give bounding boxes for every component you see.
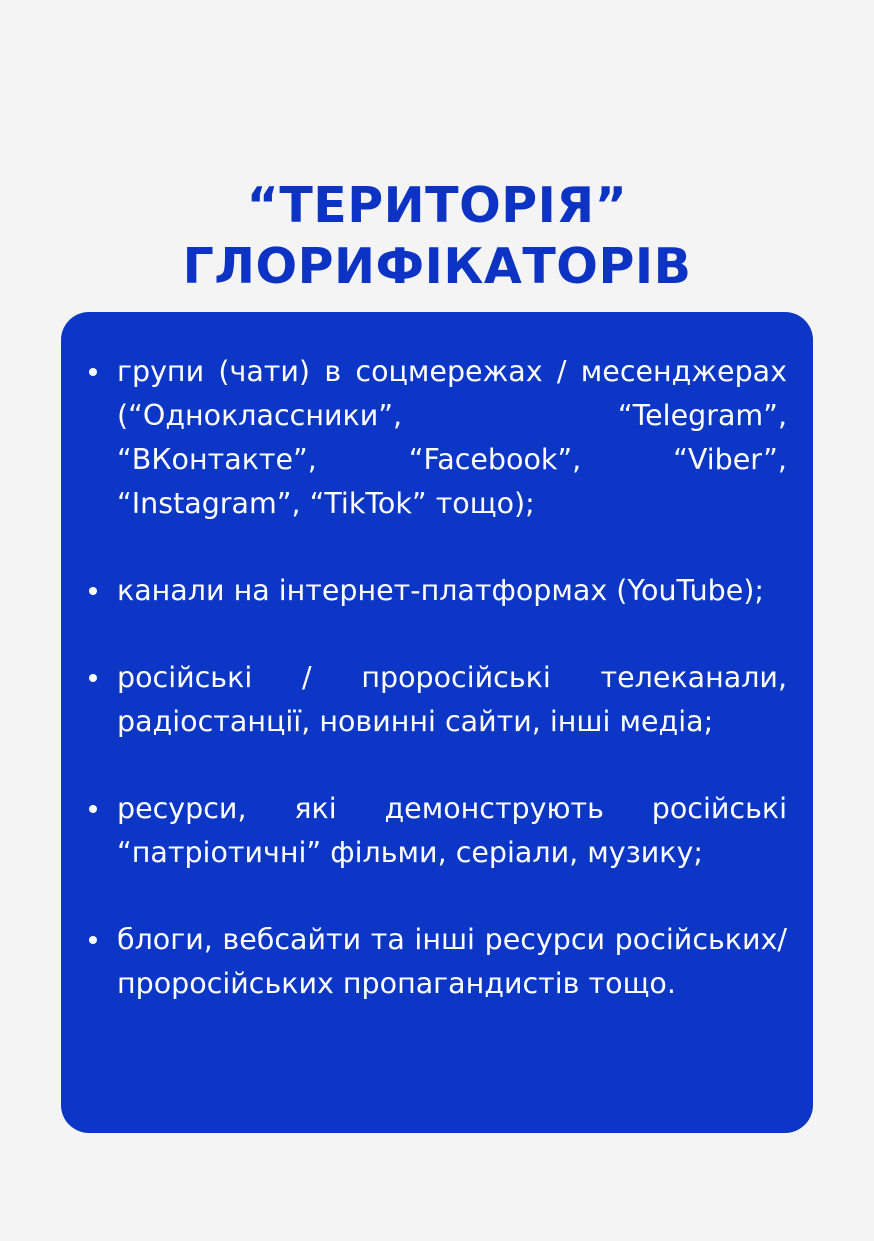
content-card	[61, 312, 813, 1133]
bullet-icon	[89, 674, 97, 682]
list-item	[117, 656, 787, 744]
list-item	[117, 787, 787, 875]
list-item	[117, 350, 787, 526]
bullet-icon	[89, 805, 97, 813]
bullet-icon	[89, 368, 97, 376]
list-item-text: групи (чати) в соцмережах / месенджерах (“Одноклассники”, “Telegram”, “ВКонтакте”, “Facebook”, “Viber”, “Instagram”, “TikTok” тощо);	[117, 355, 787, 520]
page-title	[0, 175, 874, 297]
list-item	[117, 569, 787, 613]
list-item-text: ресурси, які демонструють російські “патріотичні” фільми, серіали, музику;	[117, 792, 787, 869]
list-item-text: канали на інтернет-платформах (YouTube);	[117, 574, 764, 607]
page-title-line-2: ГЛОРИФІКАТОРІВ	[182, 237, 692, 295]
bullet-icon	[89, 936, 97, 944]
bullet-icon	[89, 587, 97, 595]
list-item	[117, 918, 787, 1006]
page-title-line-1: “ТЕРИТОРІЯ”	[246, 176, 628, 234]
list-item-text: блоги, вебсайти та інші ресурси російських/проросійських пропагандистів тощо.	[117, 923, 787, 1000]
resource-list	[117, 350, 787, 1006]
list-item-text: російські / проросійські телеканали, радіостанції, новинні сайти, інші медіа;	[117, 661, 787, 738]
